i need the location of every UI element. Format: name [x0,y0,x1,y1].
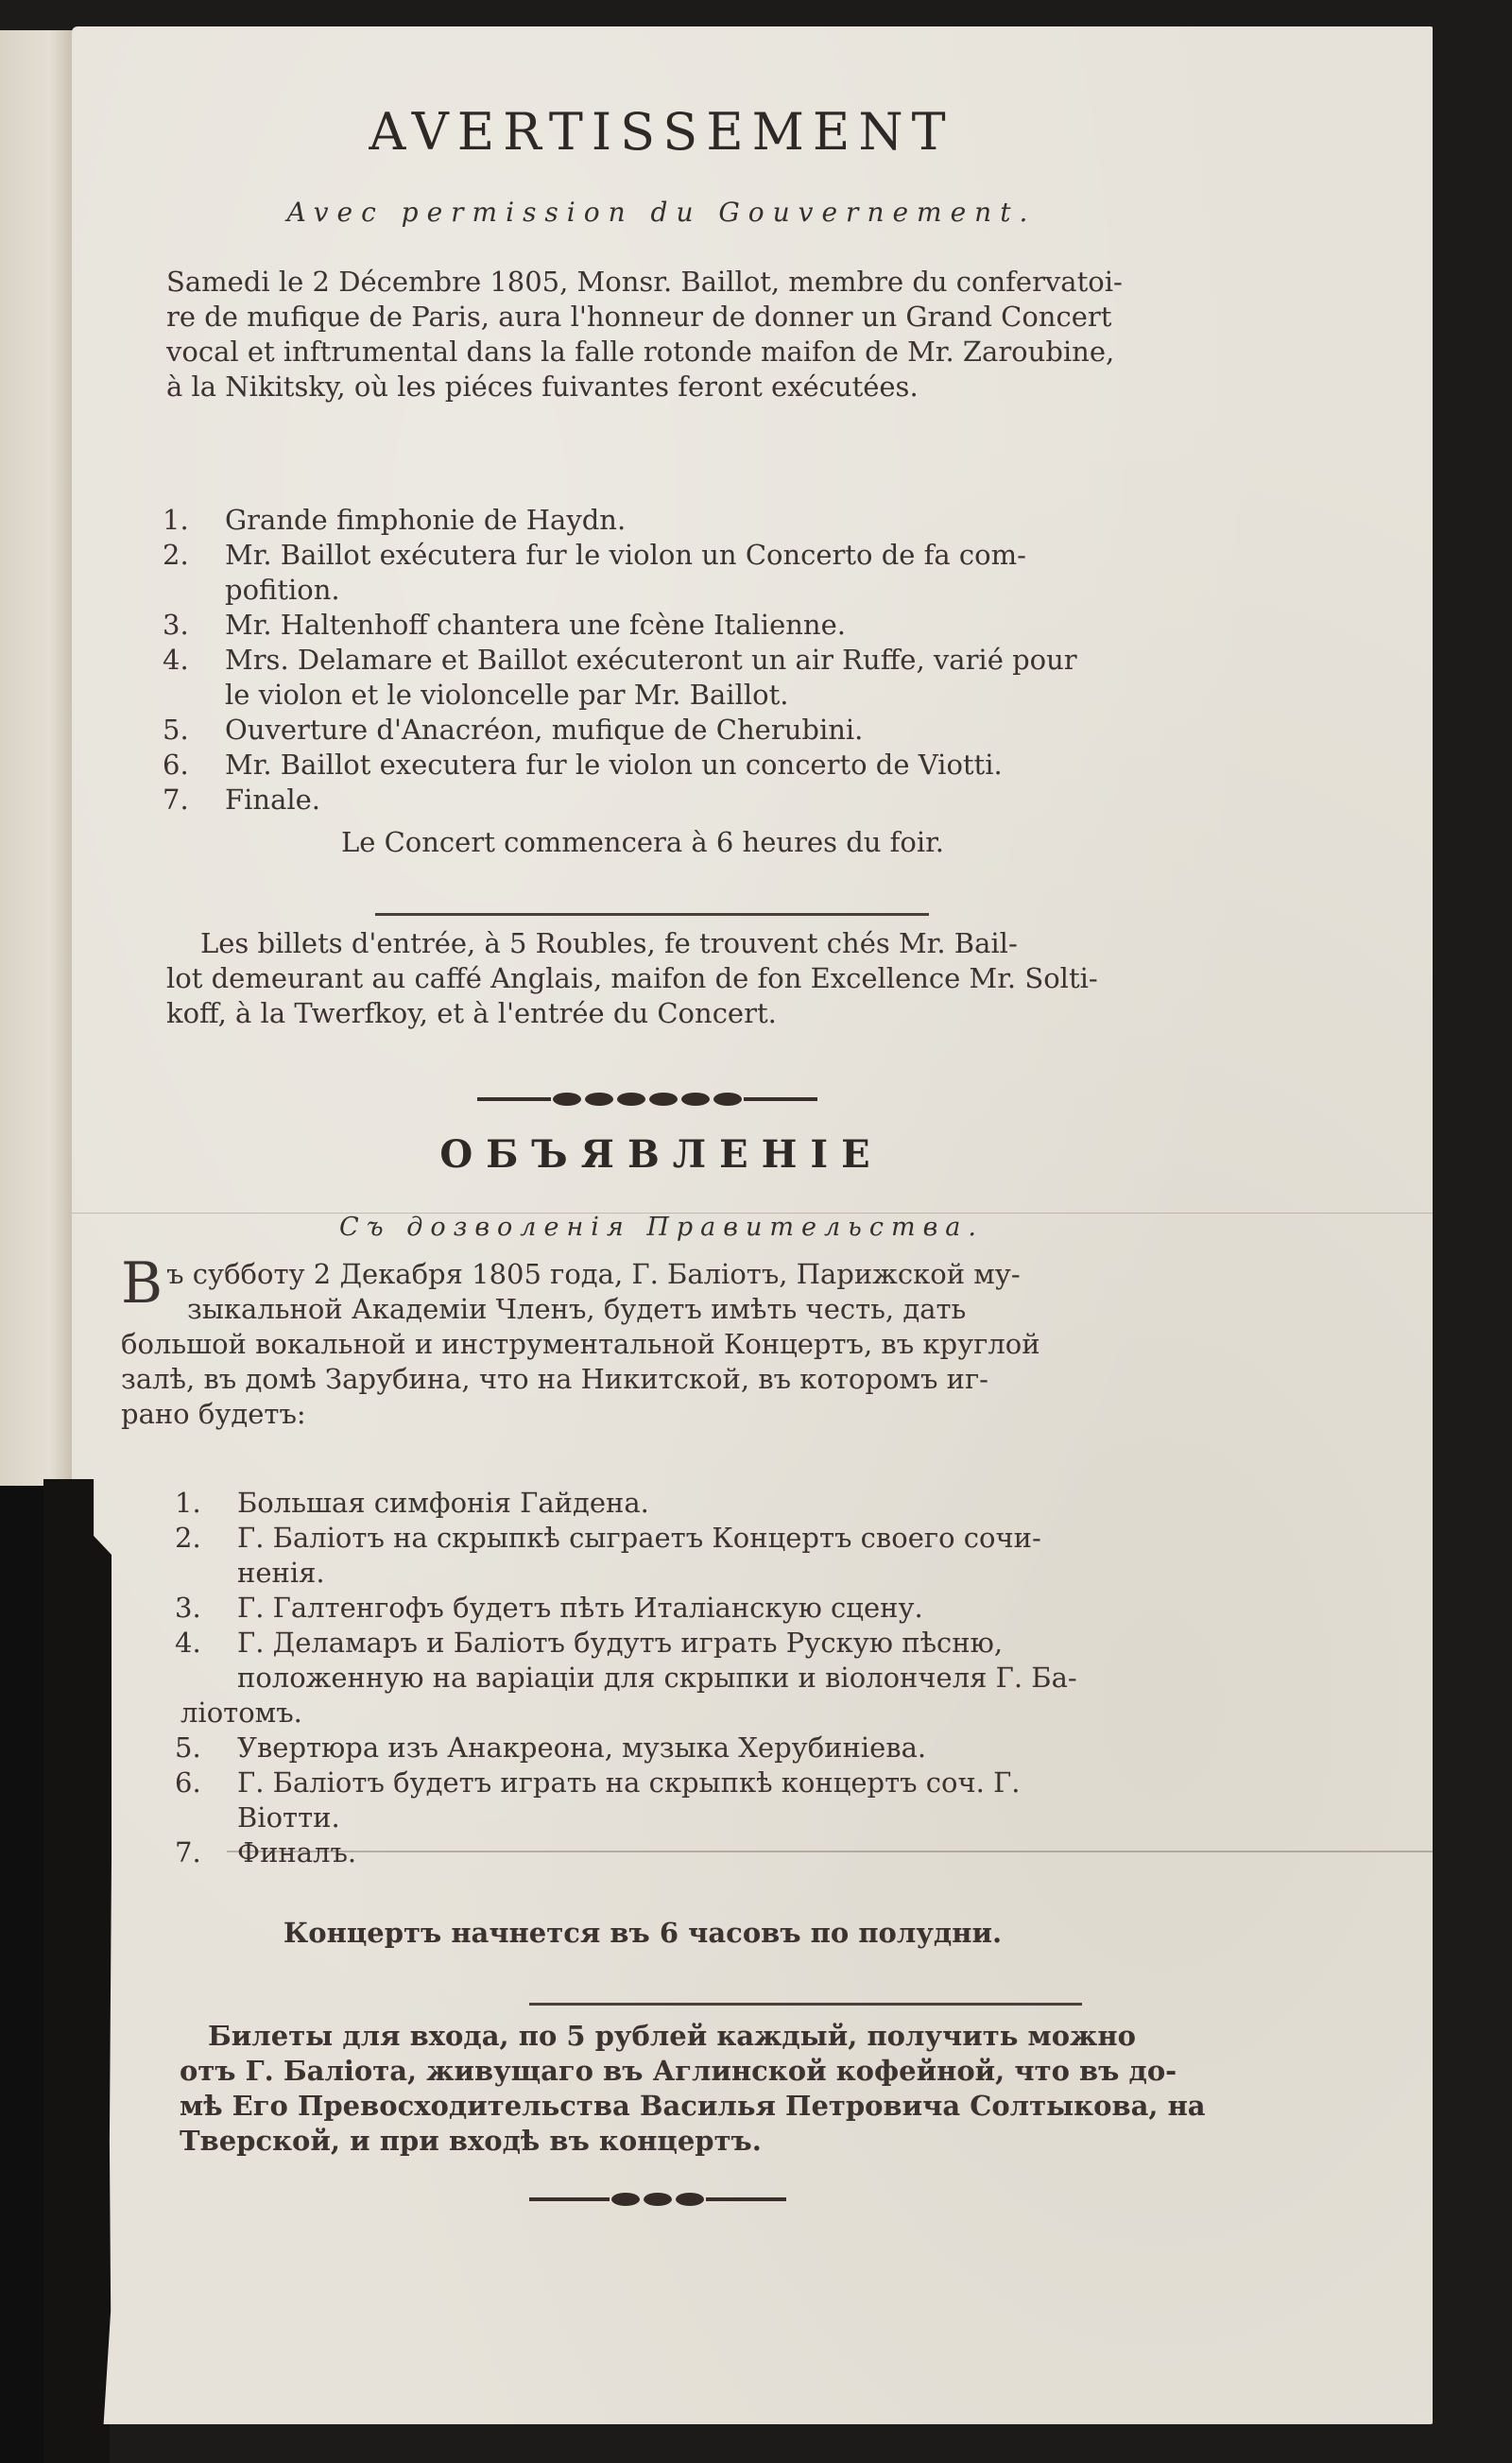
item-number: 5. [175,1731,201,1764]
text-line: залѣ, въ домѣ Зарубина, что на Никитской, въ которомъ иг- [121,1363,988,1395]
text-line: re de mufique de Paris, aura l'honneur de donner un Grand Concert [166,301,1112,333]
item-text: Г. Баліотъ будетъ играть на скрыпкѣ концертъ соч. Г. [237,1766,1021,1799]
adjacent-page-edge [0,30,74,1486]
item-text: Финалъ. [237,1836,357,1869]
ornament-divider [477,1093,817,1106]
item-text: ненія. [237,1557,325,1589]
russian-start-time: Концертъ начнется въ 6 часовъ по полудни. [283,1917,1003,1949]
torn-edge [72,1479,112,2424]
item-number: 6. [163,749,189,781]
program-item [163,503,1183,538]
russian-program-list [175,1486,1205,1870]
item-number: 6. [175,1766,201,1799]
item-text: Г. Галтенгофъ будетъ пѣть Италіанскую сцену. [237,1592,923,1624]
item-text: ліотомъ. [180,1697,302,1729]
item-text: Большая симфонія Гайдена. [237,1487,649,1519]
text-line: à la Nikitsky, où les piéces fuivantes feront exécutées. [166,370,919,403]
item-number: 5. [163,714,189,746]
program-item [175,1835,1205,1870]
item-text: Mr. Haltenhoff chantera une fcène Italienne. [225,609,846,641]
french-subtitle: Avec permission du Gouvernement. [286,197,1037,228]
program-item [175,1521,1205,1591]
item-text: Grande fimphonie de Haydn. [225,504,627,536]
item-number: 7. [175,1836,201,1869]
program-item [175,1591,1205,1626]
french-program-list [163,503,1183,818]
program-item [163,713,1183,748]
item-text: Г. Деламаръ и Баліотъ будутъ играть Рускую пѣсню, [237,1627,1004,1659]
section-rule [529,2003,1082,2006]
ornament-divider [529,2193,786,2206]
russian-subtitle: Съ дозволенія Правительства. [339,1213,984,1242]
text-line: Билеты для входа, по 5 рублей каждый, получить можно [208,2020,1136,2052]
program-item [163,783,1183,818]
french-title: AVERTISSEMENT [369,102,954,162]
text-line: koff, à la Twerfkoy, et à l'entrée du Concert. [166,997,777,1029]
item-number: 2. [163,539,189,571]
program-item [163,643,1183,713]
item-text: pofition. [225,574,340,606]
french-tickets [166,926,1187,1031]
program-item [175,1486,1205,1521]
text-line: отъ Г. Баліота, живущаго въ Аглинской кофейной, что въ до- [180,2055,1177,2087]
text-line: Тверской, и при входѣ въ концертъ. [180,2125,762,2157]
program-item [163,538,1183,608]
item-text: le violon et le violoncelle par Mr. Baillot. [225,679,789,711]
french-intro [166,265,1187,405]
item-text: Mr. Baillot exécutera fur le violon un Concerto de fa com- [225,539,1026,571]
item-text: Mr. Baillot executera fur le violon un concerto de Viotti. [225,749,1003,781]
item-number: 2. [175,1522,201,1554]
item-text: Finale. [225,784,321,816]
russian-tickets [180,2019,1206,2159]
item-number: 1. [163,504,189,536]
item-text: Г. Баліотъ на скрыпкѣ сыграетъ Концертъ своего сочи- [237,1522,1041,1554]
section-rule [375,913,929,916]
russian-title: ОБЪЯВЛЕНІЕ [439,1132,884,1177]
item-number: 4. [175,1627,201,1659]
text-line: ъ субботу 2 Декабря 1805 года, Г. Баліотъ, Парижской му- [166,1258,1021,1290]
russian-intro [121,1250,1189,1432]
text-line: большой вокальной и инструментальной Концертъ, въ круглой [121,1328,1040,1360]
item-number: 3. [175,1592,201,1624]
program-item [175,1765,1205,1835]
item-text: положенную на варіаціи для скрыпки и віолончеля Г. Ба- [237,1662,1077,1694]
program-item [175,1626,1205,1731]
item-text: Ouverture d'Anacréon, mufique de Cherubini. [225,714,864,746]
french-start-time: Le Concert commencera à 6 heures du foir. [340,826,945,858]
item-text: Увертюра изъ Анакреона, музыка Херубиніева. [237,1731,927,1764]
text-line: lot demeurant au caffé Anglais, maifon de fon Excellence Mr. Solti- [166,962,1098,994]
text-line: мѣ Его Превосходительства Василья Петровича Солтыкова, на [180,2090,1206,2122]
item-number: 1. [175,1487,201,1519]
text-line: Samedi le 2 Décembre 1805, Monsr. Baillot, membre du confervatoi- [166,266,1123,298]
program-item [163,608,1183,643]
text-line: зыкальной Академіи Членъ, будетъ имѣть честь, дать [187,1293,967,1325]
program-item [163,748,1183,783]
drop-cap: В [121,1250,163,1317]
text-line: vocal et inftrumental dans la falle rotonde maifon de Mr. Zaroubine, [166,336,1115,368]
background-shadow [0,1486,43,2463]
item-number: 7. [163,784,189,816]
item-text: Віотти. [237,1801,340,1834]
item-number: 3. [163,609,189,641]
text-line: Les billets d'entrée, à 5 Roubles, fe trouvent chés Mr. Bail- [200,927,1018,959]
item-text: Mrs. Delamare et Baillot exécuteront un air Ruffe, varié pour [225,644,1077,676]
item-number: 4. [163,644,189,676]
text-line: рано будетъ: [121,1398,306,1430]
program-item [175,1731,1205,1765]
